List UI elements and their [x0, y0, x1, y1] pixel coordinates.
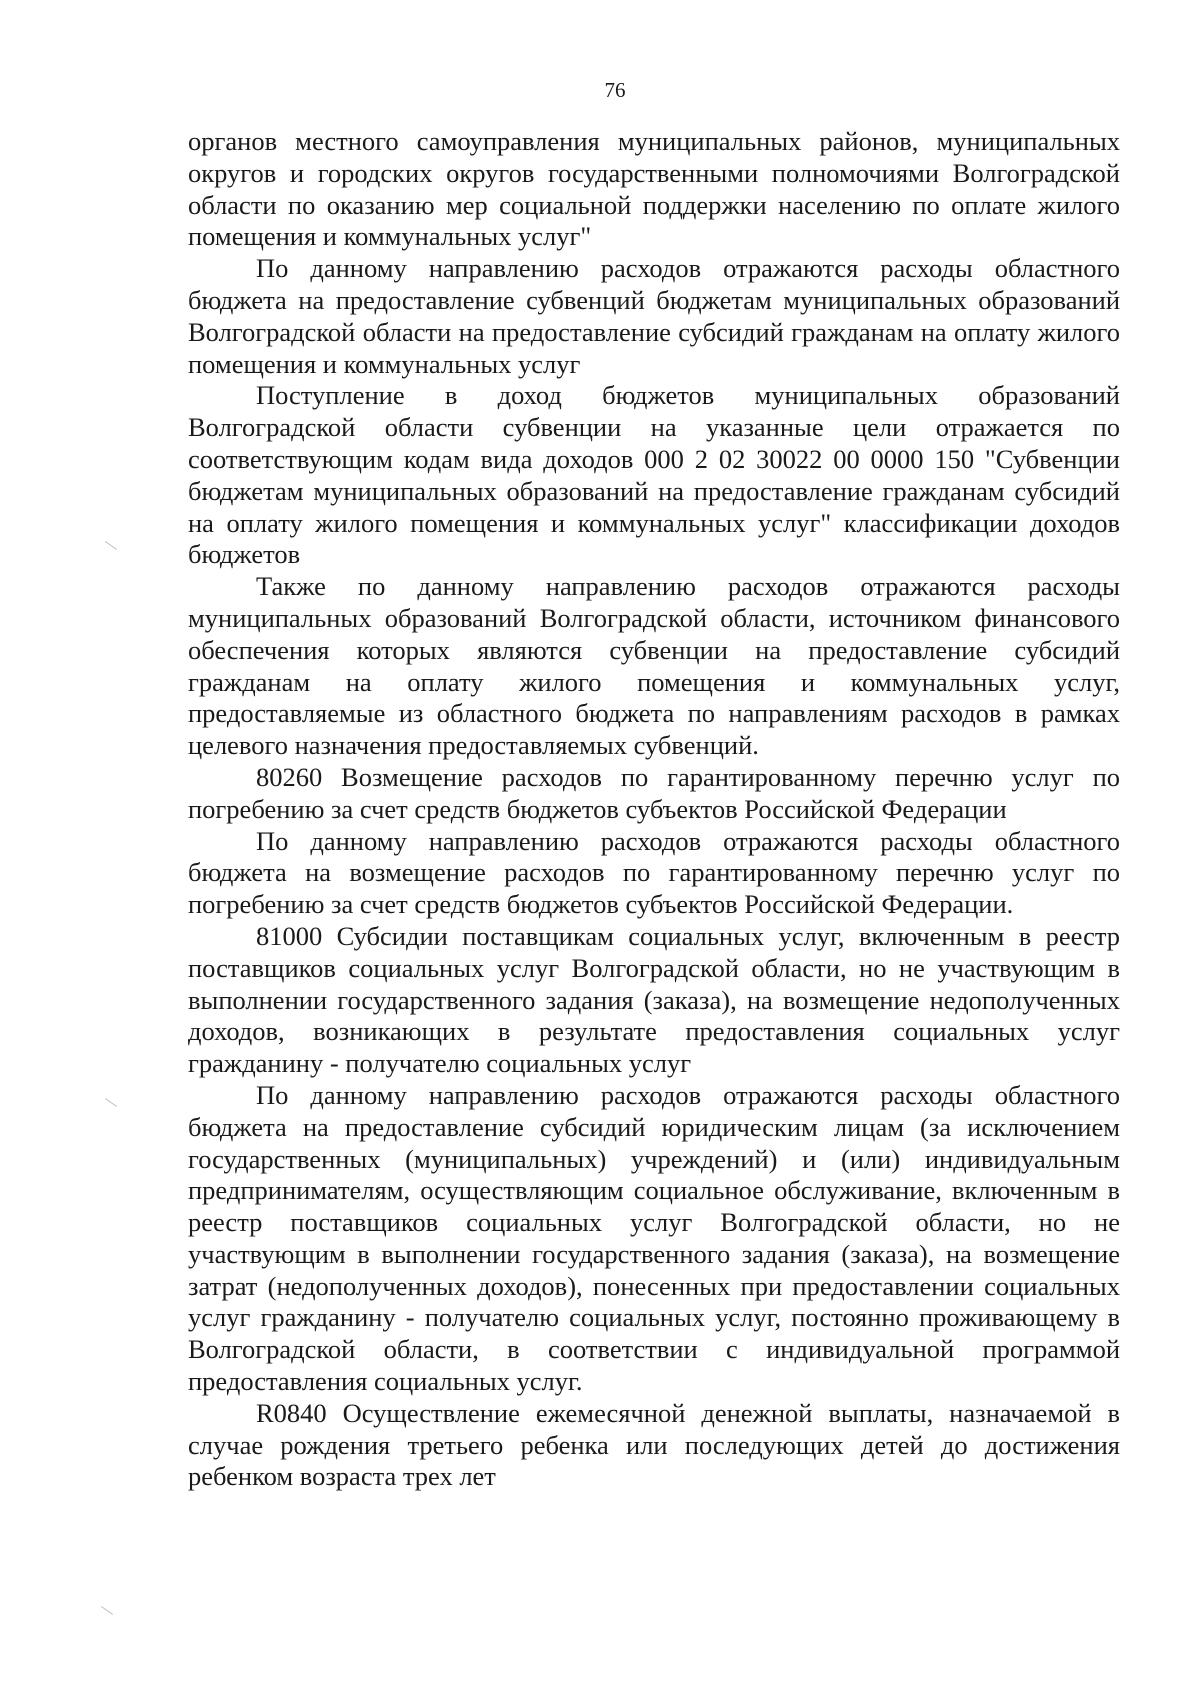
- page-number: 76: [604, 78, 626, 102]
- paragraph: Поступление в доход бюджетов муниципальных образований Волгоградской области субвенции на указанные цели отражается по соответствующим кодам вида доходов 000 2 02 30022 00 0000 150 "Субвенции бюджетам муниципальных образований на предоставление гражданам субсидий на оплату жилого помещения и коммунальных услуг" классификации доходов бюджетов: [188, 380, 1120, 570]
- scan-margin-mark: [105, 541, 117, 550]
- document-body: [188, 126, 1120, 1493]
- section-heading-80260: 80260 Возмещение расходов по гарантированному перечню услуг по погребению за счет средств бюджетов субъектов Российской Федерации: [188, 761, 1120, 824]
- paragraph: По данному направлению расходов отражаются расходы областного бюджета на предоставление субвенций бюджетам муниципальных образований Волгоградской области на предоставление субсидий гражданам на оплату жилого помещения и коммунальных услуг: [188, 253, 1120, 379]
- scan-margin-mark: [101, 1606, 113, 1615]
- section-heading-r0840: R0840 Осуществление ежемесячной денежной выплаты, назначаемой в случае рождения третьего ребенка или последующих детей до достижения ребенком возраста трех лет: [188, 1397, 1120, 1492]
- paragraph: По данному направлению расходов отражаются расходы областного бюджета на предоставление субсидий юридическим лицам (за исключением государственных (муниципальных) учреждений) и (или) индивидуальным предпринимателям, осуществляющим социальное обслуживание, включенным в реестр поставщиков социальных услуг Волгоградской области, но не участвующим в выполнении государственного задания (заказа), на возмещение затрат (недополученных доходов), понесенных при предоставлении социальных услуг гражданину - получателю социальных услуг, постоянно проживающему в Волгоградской области, в соответствии с индивидуальной программой предоставления социальных услуг.: [188, 1079, 1120, 1397]
- section-heading-81000: 81000 Субсидии поставщикам социальных услуг, включенным в реестр поставщиков социальных услуг Волгоградской области, но не участвующим в выполнении государственного задания (заказа), на возмещение недополученных доходов, возникающих в результате предоставления социальных услуг гражданину - получателю социальных услуг: [188, 920, 1120, 1079]
- paragraph: Также по данному направлению расходов отражаются расходы муниципальных образований Волгоградской области, источником финансового обеспечения которых являются субвенции на предоставление субсидий гражданам на оплату жилого помещения и коммунальных услуг, предоставляемые из областного бюджета по направлениям расходов в рамках целевого назначения предоставляемых субвенций.: [188, 571, 1120, 761]
- scan-margin-mark: [105, 1098, 117, 1107]
- paragraph: По данному направлению расходов отражаются расходы областного бюджета на возмещение расходов по гарантированному перечню услуг по погребению за счет средств бюджетов субъектов Российской Федерации.: [188, 825, 1120, 920]
- paragraph-continuation: органов местного самоуправления муниципальных районов, муниципальных округов и городских округов государственными полномочиями Волгоградской области по оказанию мер социальной поддержки населению по оплате жилого помещения и коммунальных услуг": [188, 126, 1120, 252]
